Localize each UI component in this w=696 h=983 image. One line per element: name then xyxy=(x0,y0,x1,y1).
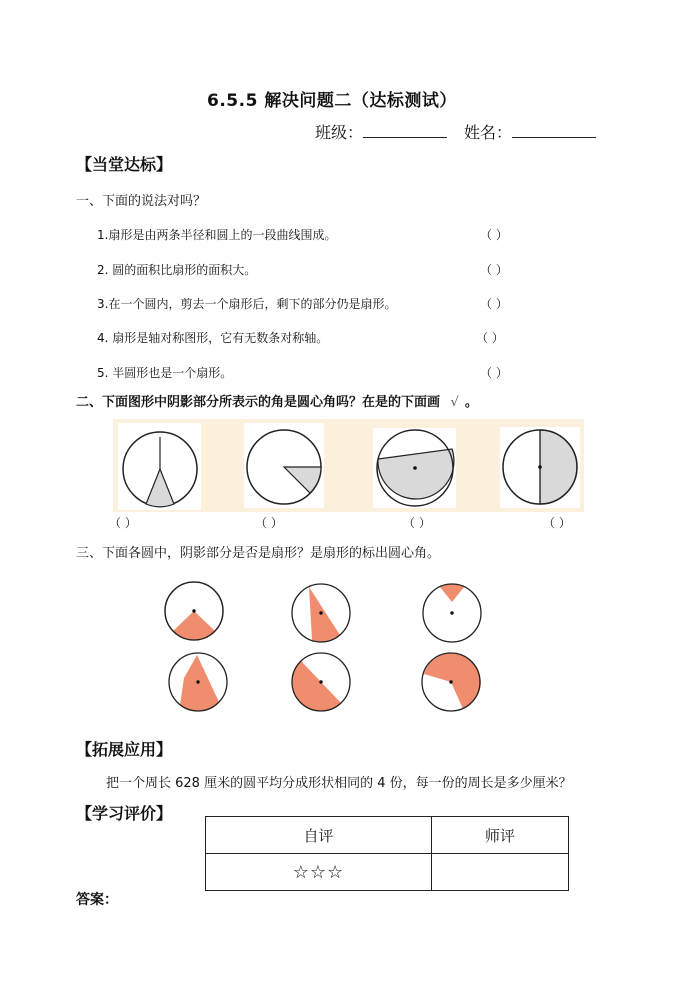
answer-label: 答案： xyxy=(76,892,118,908)
q1-item-5: 5. 半圆形也是一个扇形。 xyxy=(97,366,233,380)
section-heading-practice: 【当堂达标】 xyxy=(76,155,173,174)
q1-item-3: 3.在一个圆内，剪去一个扇形后，剩下的部分仍是扇形。 xyxy=(97,297,397,311)
q1-answer-3[interactable]: （ ） xyxy=(480,297,508,311)
name-blank[interactable] xyxy=(512,123,596,138)
q3-circle-6 xyxy=(422,653,481,711)
q2-stem xyxy=(76,391,478,410)
eval-header-teacher: 师评 xyxy=(431,817,568,854)
q3-circle-3 xyxy=(423,584,481,642)
q2-circle-1 xyxy=(118,423,201,510)
q2-shade-3 xyxy=(378,449,454,499)
q1-item-1: 1.扇形是由两条半径和圆上的一段曲线围成。 xyxy=(97,228,337,242)
section-heading-extend: 【拓展应用】 xyxy=(76,740,173,759)
q3-circle-4 xyxy=(169,653,227,711)
check-mark-icon: √ xyxy=(450,395,459,410)
evaluation-table xyxy=(205,816,569,891)
section-heading-evaluation: 【学习评价】 xyxy=(76,804,173,823)
q1-answer-5[interactable]: （ ） xyxy=(480,366,508,380)
q1-answer-1[interactable]: （ ） xyxy=(480,228,508,242)
q2-answer-1[interactable]: （ ） xyxy=(109,516,137,530)
q2-stem-end: 。 xyxy=(464,395,478,410)
q1-answer-4[interactable]: （ ） xyxy=(476,331,504,345)
q2-figure-1-box xyxy=(118,423,201,510)
q1-item-2: 2. 圆的面积比扇形的面积大。 xyxy=(97,263,257,277)
q1-answer-2[interactable]: （ ） xyxy=(480,263,508,277)
q2-answer-3[interactable]: （ ） xyxy=(403,516,431,530)
q2-circle-3 xyxy=(373,428,456,508)
class-label: 班级： xyxy=(315,123,364,142)
table-row xyxy=(206,817,569,854)
page-title: 6.5.5 解决问题二（达标测试） xyxy=(207,91,457,111)
q3-circle-5 xyxy=(292,653,350,711)
q2-answer-2[interactable]: （ ） xyxy=(255,516,283,530)
extend-question: 把一个周长 628 厘米的圆平均分成形状相同的 4 份，每一份的周长是多少厘米？ xyxy=(106,776,572,791)
q2-answer-4[interactable]: （ ） xyxy=(543,516,571,530)
q2-shade-4 xyxy=(540,430,577,504)
class-field xyxy=(315,120,447,143)
class-blank[interactable] xyxy=(363,123,447,138)
table-row xyxy=(206,854,569,891)
q3-circle-2 xyxy=(292,584,350,642)
eval-header-self: 自评 xyxy=(206,817,432,854)
q2-circle-2 xyxy=(244,423,324,508)
q3-circles xyxy=(150,578,500,718)
q2-figure-4-box xyxy=(500,427,580,508)
eval-teacher-cell[interactable] xyxy=(431,854,568,891)
q1-stem: 一、下面的说法对吗？ xyxy=(76,194,207,209)
q2-circle-4 xyxy=(500,427,580,508)
q3-circle-1 xyxy=(165,582,223,640)
name-label: 姓名： xyxy=(464,123,513,142)
eval-self-stars[interactable]: ☆☆☆ xyxy=(206,854,432,891)
name-field xyxy=(464,120,596,143)
q2-figure-3-box xyxy=(373,428,456,508)
q1-item-4: 4. 扇形是轴对称图形，它有无数条对称轴。 xyxy=(97,331,329,345)
q2-figure-2-box xyxy=(244,423,324,508)
q2-stem-text: 二、下面图形中阴影部分所表示的角是圆心角吗？在是的下面画 xyxy=(76,395,441,410)
q3-stem: 三、下面各圆中，阴影部分是否是扇形？是扇形的标出圆心角。 xyxy=(76,546,441,561)
